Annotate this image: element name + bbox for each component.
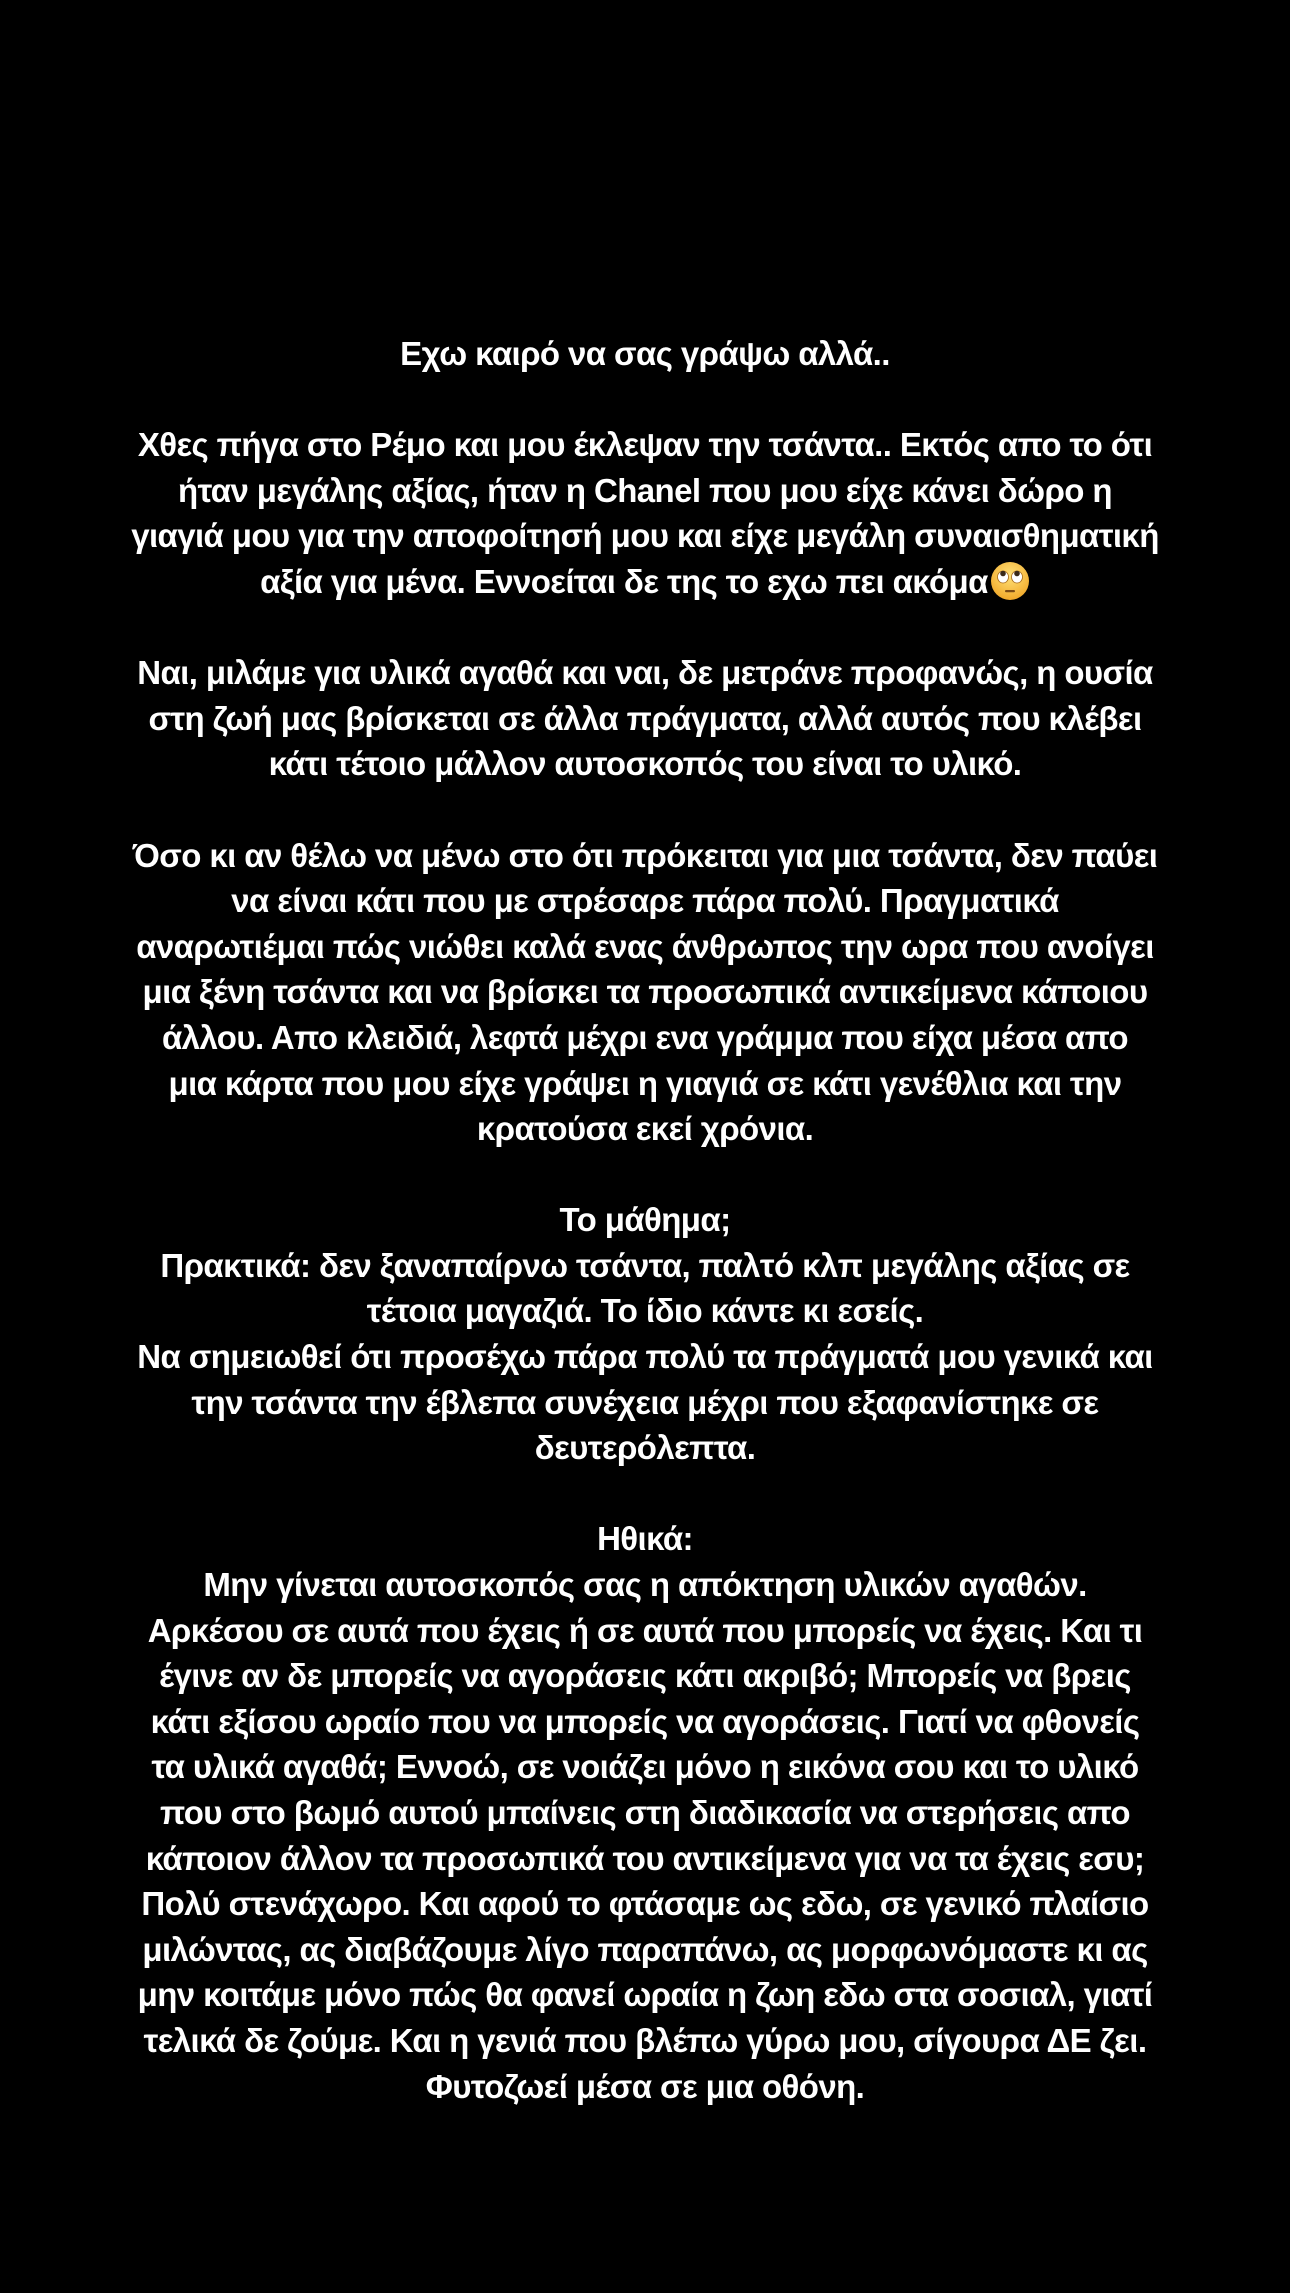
text-line [0, 1927, 1290, 1973]
text-line [0, 559, 1290, 605]
face-with-rolling-eyes-icon [990, 561, 1030, 601]
text-line [0, 1106, 1290, 1152]
text-line [0, 1836, 1290, 1882]
text-line [0, 1288, 1290, 1334]
text-line-content: Αρκέσου σε αυτά που έχεις ή σε αυτά που μπορείς να έχεις. Και τι [147, 1611, 1143, 1649]
text-line [0, 1197, 1290, 1243]
text-line-content: Να σημειωθεί ότι προσέχω πάρα πολύ τα πράγματά μου γενικά και [137, 1338, 1153, 1376]
text-line-content: κάποιον άλλον τα προσωπικά του αντικείμενα για να τα έχεις εσυ; [145, 1839, 1145, 1877]
text-line [0, 1972, 1290, 2018]
text-line [0, 833, 1290, 879]
text-line [0, 422, 1290, 468]
text-line-content: κάτι εξίσου ωραίο που να μπορείς να αγοράσεις. Γιατί να φθονείς [150, 1702, 1140, 1740]
text-line [0, 1061, 1290, 1107]
text-line [0, 468, 1290, 514]
text-line-content: Πρακτικά: δεν ξαναπαίρνω τσάντα, παλτό κλπ μεγάλης αξίας σε [160, 1246, 1130, 1284]
text-line-content: που στο βωμό αυτού μπαίνεις στη διαδικασία να στερήσεις απο [159, 1794, 1130, 1831]
text-line-content: Μην γίνεται αυτοσκοπός σας η απόκτηση υλικών αγαθών. [203, 1566, 1087, 1604]
text-line [0, 969, 1290, 1015]
text-line-content: τέτοια μαγαζιά. Το ίδιο κάντε κι εσείς. [366, 1292, 924, 1330]
text-line-content: τα υλικά αγαθά; Εννοώ, σε νοιάζει μόνο η εικόνα σου και το υλικό [151, 1748, 1139, 1786]
text-line [0, 1744, 1290, 1790]
text-line-content: μιλώντας, ας διαβάζουμε λίγο παραπάνω, ας μορφωνόμαστε κι ας [142, 1930, 1148, 1968]
text-line [0, 696, 1290, 742]
text-line-content: την τσάντα την έβλεπα συνέχεια μέχρι που εξαφανίστηκε σε [191, 1383, 1099, 1421]
text-line-content: άλλου. Απο κλειδιά, λεφτά μέχρι ενα γράμμα που είχα μέσα απο [162, 1018, 1128, 1056]
text-line-content: κρατούσα εκεί χρόνια. [476, 1110, 814, 1148]
text-line [0, 1516, 1290, 1562]
text-line-content: Φυτοζωεί μέσα σε μια οθόνη. [425, 2067, 865, 2105]
text-line [0, 1653, 1290, 1699]
text-line [0, 1380, 1290, 1426]
paragraph-spacer [0, 377, 1290, 423]
text-line [0, 1015, 1290, 1061]
text-line-content: μια ξένη τσάντα και να βρίσκει τα προσωπικά αντικείμενα κάποιου [142, 973, 1148, 1011]
text-line-content: Ναι, μιλάμε για υλικά αγαθά και ναι, δε μετράνε προφανώς, η ουσία [137, 654, 1153, 692]
text-line-content: να είναι κάτι που με στρέσαρε πάρα πολύ. Πραγματικά [231, 882, 1059, 920]
text-line [0, 1790, 1290, 1836]
text-line-content: γιαγιά μου για την αποφοίτησή μου και είχε μεγάλη συναισθηματική [131, 517, 1159, 555]
paragraph-spacer [0, 787, 1290, 833]
text-line [0, 2018, 1290, 2064]
text-line [0, 1608, 1290, 1654]
story-text [0, 331, 1290, 2109]
text-line [0, 1699, 1290, 1745]
text-line-content: έγινε αν δε μπορείς να αγοράσεις κάτι ακριβό; Μπορείς να βρεις [159, 1657, 1131, 1695]
text-line-content: μια κάρτα που μου είχε γράψει η γιαγιά σε κάτι γενέθλια και την [168, 1064, 1122, 1102]
text-line-content: τελικά δε ζούμε. Και η γενιά που βλέπω γύρω μου, σίγουρα ΔΕ ζει. [143, 2021, 1147, 2059]
text-line-content: Ηθικά: [597, 1520, 693, 1558]
text-line [0, 878, 1290, 924]
text-line [0, 650, 1290, 696]
text-line [0, 513, 1290, 559]
text-line [0, 331, 1290, 377]
text-line-content: δευτερόλεπτα. [534, 1429, 756, 1467]
text-line [0, 741, 1290, 787]
text-line [0, 2064, 1290, 2110]
text-line-content: Πολύ στενάχωρο. Και αφού το φτάσαμε ως εδω, σε γενικό πλαίσιο [141, 1885, 1149, 1923]
text-line [0, 1425, 1290, 1471]
text-line [0, 1562, 1290, 1608]
text-line-content: ήταν μεγάλης αξίας, ήταν η Chanel που μου είχε κάνει δώρο η [178, 471, 1112, 509]
text-line [0, 924, 1290, 970]
paragraph-spacer [0, 1471, 1290, 1517]
text-line [0, 1243, 1290, 1289]
text-line-content: Χθες πήγα στο Ρέμο και μου έκλεψαν την τσάντα.. Εκτός απο το ότι [137, 426, 1153, 464]
text-line-content: αξία για μένα. Εννοείται δε της το εχω πει ακόμα [260, 562, 988, 600]
paragraph-spacer [0, 605, 1290, 651]
text-line-content: Όσο κι αν θέλω να μένω στο ότι πρόκειται για μια τσάντα, δεν παύει [132, 836, 1158, 874]
text-line-content: στη ζωή μας βρίσκεται σε άλλα πράγματα, αλλά αυτός που κλέβει [148, 699, 1142, 737]
text-line-content: κάτι τέτοιο μάλλον αυτοσκοπός του είναι το υλικό. [268, 745, 1022, 783]
text-line-content: Εχω καιρό να σας γράψω αλλά.. [400, 335, 890, 372]
text-line [0, 1334, 1290, 1380]
text-line-content: αναρωτιέμαι πώς νιώθει καλά ενας άνθρωπος την ωρα που ανοίγει [136, 927, 1154, 965]
text-line-content: Το μάθημα; [559, 1201, 731, 1239]
text-line [0, 1881, 1290, 1927]
text-line-content: μην κοιτάμε μόνο πώς θα φανεί ωραία η ζωη εδω στα σοσιαλ, γιατί [137, 1976, 1153, 2014]
paragraph-spacer [0, 1152, 1290, 1198]
